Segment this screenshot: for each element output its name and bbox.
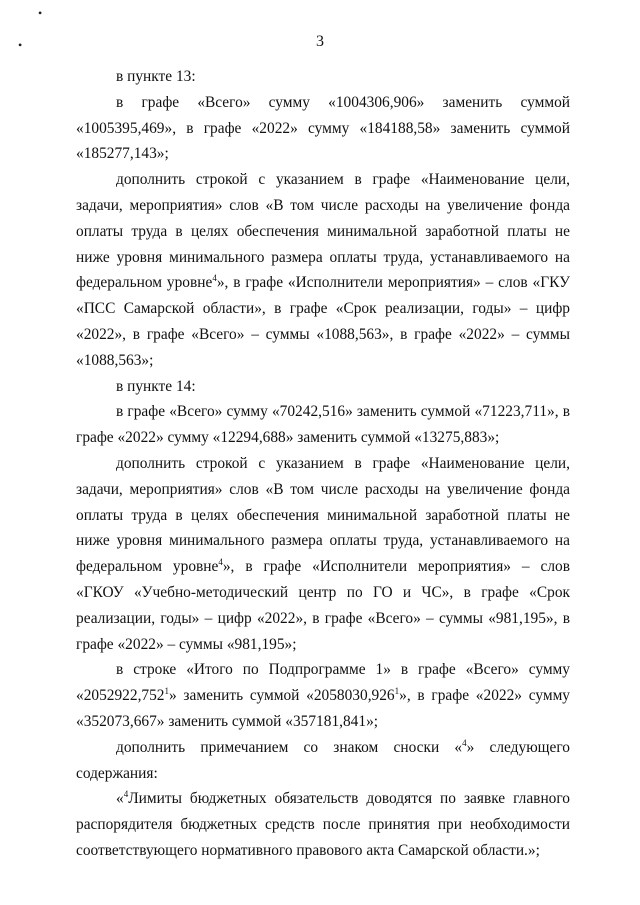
paragraph-text: в графе «Всего» сумму «1004306,906» заменить суммой «1005395,469», в графе «2022» сумму «184188,58» заменить суммой «185277,143»; [76,93,570,163]
scan-mark: • [18,38,23,52]
footnote-marker: 1 [394,686,400,696]
paragraph-text: », в графе «2022» сумму «352073,667» заменить суммой «357181,841»; [76,687,571,730]
scan-mark: • [38,6,43,20]
paragraph-item-13-totals [76,90,570,167]
paragraph-text: » заменить суммой «2058030,926 [169,687,395,705]
paragraph-text: дополнить строкой с указанием в графе «Наименование цели, задачи, мероприятия» слов «В том числе расходы на увеличение фонда оплаты труда в целях обеспечения минимальной заработной платы не ниже уровня минимального размера оплаты труда, устанавливаемого на федеральном уровне [76,171,570,292]
footnote-marker: 1 [164,686,169,696]
document-body [76,64,570,864]
paragraph-text: в пункте 14: [116,377,196,395]
paragraph-item-14-new-row [76,451,570,657]
footnote-marker: 4 [462,737,467,748]
page-number: 3 [316,33,324,50]
paragraph-text: дополнить строкой с указанием в графе «Наименование цели, задачи, мероприятия» слов «В том числе расходы на увеличение фонда оплаты труда в целях обеспечения минимальной заработной платы не ниже уровня минимального размера оплаты труда, устанавливаемого на федеральном уровне [76,454,570,576]
paragraph-footnote-text [76,786,570,863]
paragraph-subprogram-total [76,657,570,734]
paragraph-text: в графе «Всего» сумму «70242,516» заменить суммой «71223,711», в графе «2022» сумму «12294,688» заменить суммой «13275,883»; [76,403,570,447]
paragraph-text: », в графе «Исполнители мероприятия» – слов «ГКОУ «Учебно-методический центр по ГО и ЧС», в графе «Срок реализации, годы» – цифр «2022», в графе «Всего» – суммы «981,195», в графе «2022» – суммы «981,195»; [76,558,570,653]
footnote-marker: 4 [123,789,129,800]
paragraph-note-intro [76,735,570,787]
footnote-marker: 4 [212,273,217,284]
paragraph-text: » следующего содержания: [76,738,570,782]
paragraph-text: в пункте 13: [116,68,196,85]
paragraph-item-14 [76,374,570,400]
paragraph-text: дополнить примечанием со знаком сноски « [116,738,463,756]
paragraph-item-13 [76,64,570,90]
paragraph-item-13-new-row [76,167,570,373]
paragraph-text: в строке «Итого по Подпрограмме 1» в графе «Всего» сумму «2052922,752 [76,661,570,705]
paragraph-item-14-totals [76,399,570,451]
paragraph-text: Лимиты бюджетных обязательств доводятся по заявке главного распорядителя бюджетных средств после принятия при необходимости соответствующего нормативного правового акта Самарской области.»; [76,790,570,859]
footnote-marker: 4 [218,557,223,568]
paragraph-text: », в графе «Исполнители мероприятия» – слов «ГКУ «ПСС Самарской области», в графе «Срок реализации, годы» – цифр «2022», в графе «Всего» – суммы «1088,563», в графе «2022» – суммы «1088,563»; [76,274,570,369]
paragraph-text: « [116,790,124,808]
